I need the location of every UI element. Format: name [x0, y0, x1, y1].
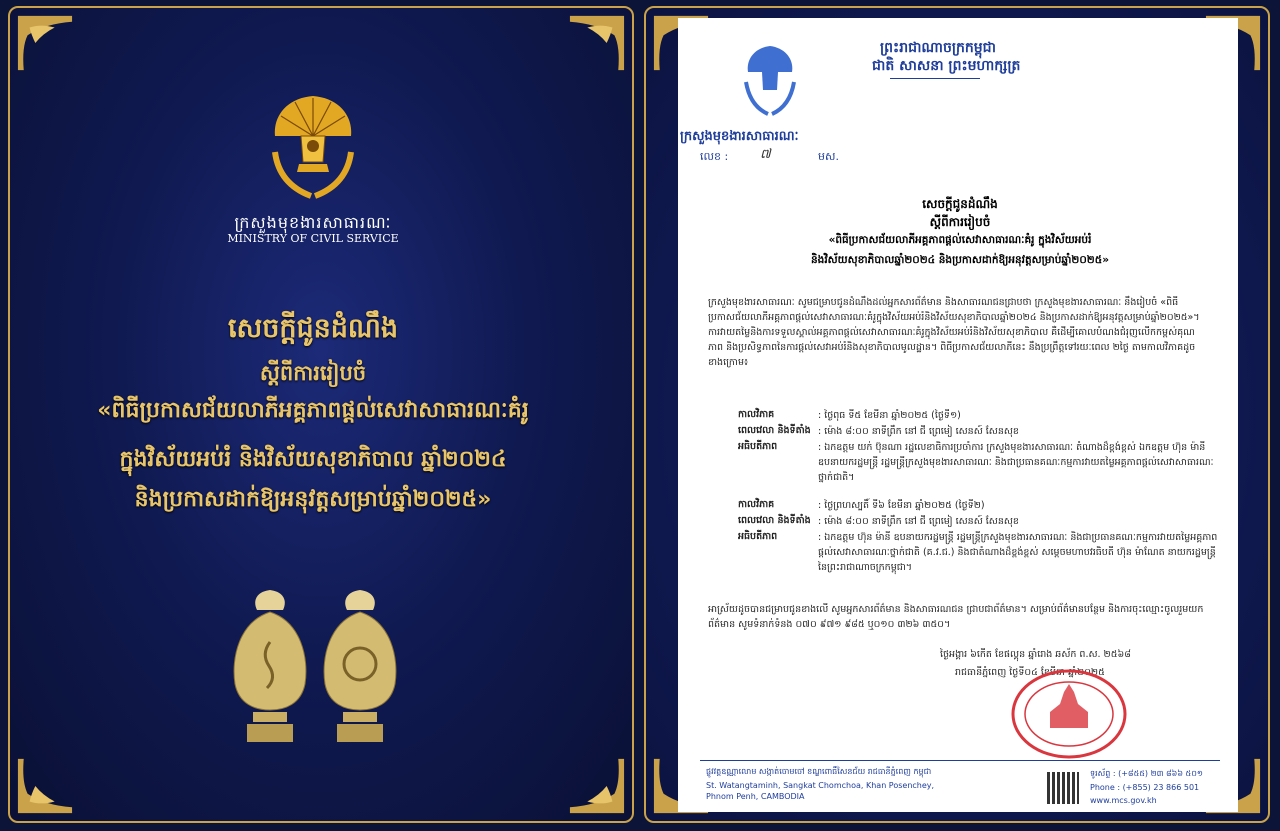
- footer-address-khmer: ផ្លូវវត្តឧណ្ណាលោម សង្កាត់ចោមចៅ ខណ្ឌពោធិ៍សែនជ័យ រាជធានីភ្នំពេញ កម្ពុជា: [706, 767, 932, 776]
- schedule-label: កាលវិភាគ: [738, 499, 775, 510]
- time-location-label: ពេលវេលា និងទីតាំង: [738, 515, 811, 526]
- corner-ornament-icon: [16, 14, 74, 72]
- corner-ornament-icon: [16, 757, 74, 815]
- kingdom-heading: ព្រះរាជាណាចក្រកម្ពុជា: [880, 40, 997, 56]
- trophy-education-icon: [315, 588, 405, 748]
- time-location-value: : ម៉ោង ៨:០០ នាទីព្រឹក នៅ ជី ព្រេមៀ សេនស៍ សែនសុខ: [818, 426, 1019, 437]
- qr-code[interactable]: [1047, 772, 1079, 804]
- reference-label: លេខ :: [700, 150, 729, 163]
- reference-number: ៧: [760, 147, 771, 162]
- document-event-line2: និងវិស័យសុខាភិបាលឆ្នាំ២០២៤ និងប្រកាសដាក់ឱ្យអនុវត្តសម្រាប់ឆ្នាំ២០២៥»: [811, 254, 1109, 266]
- lunar-date: ថ្ងៃអង្គារ ៦កើត ខែផល្គុន ឆ្នាំរោង ឆស័ក ព.ស. ២៥៦៨: [940, 649, 1131, 660]
- closing-paragraph: អាស្រ័យដូចបានជម្រាបជូនខាងលើ សូមអ្នកសារព័ត៌មាន និងសាធារណជន ជ្រាបជាព័ត៌មាន។ សម្រាប់ព័ត៌មានបន្ថែម និងការចុះឈ្មោះចូលរួមយកព័ត៌មាន សូមទំនាក់ទំនង ០៧០ ៩៧១ ៩៨៥ ឬ០១០ ៣២៦ ៣៥០។: [708, 604, 1204, 630]
- schedule-label: កាលវិភាគ: [738, 409, 775, 420]
- event-name-line3: និងប្រកាសដាក់ឱ្យអនុវត្តសម្រាប់ឆ្នាំ២០២៥»: [134, 487, 492, 512]
- footer-address-line1: St. Watangtaminh, Sangkat Chomchoa, Khan Posenchey,: [706, 781, 935, 790]
- chair-label: អធិបតីភាព: [738, 441, 778, 452]
- divider: [890, 78, 980, 79]
- ministry-emblem-icon: [740, 44, 800, 122]
- document-subtitle: ស្តីពីការរៀបចំ: [929, 215, 991, 229]
- footer-address-line2: Phnom Penh, CAMBODIA: [706, 792, 805, 801]
- document-title: សេចក្តីជូនដំណឹង: [922, 197, 998, 211]
- footer-phone-khmer: ទូរស័ព្ទ : (+៨៥៥) ២៣ ៨៦៦ ៥០១: [1090, 769, 1203, 778]
- national-motto: ជាតិ សាសនា ព្រះមហាក្សត្រ: [872, 58, 1021, 74]
- schedule-value: : ថ្ងៃព្រហស្បតិ៍ ទី៦ ខែមីនា ឆ្នាំ២០២៥ (ថ្ងៃទី២): [818, 500, 985, 511]
- footer-divider: [700, 760, 1220, 761]
- chair-value: : ឯកឧត្តម យក់ ប៊ុនណា រដ្ឋលេខាធិការប្រចាំការ ក្រសួងមុខងារសាធារណៈ តំណាងដ៏ខ្ពង់ខ្ពស់ ឯកឧត្តម ហ៊ុន ម៉ានី ឧបនាយករដ្ឋមន្ត្រី រដ្ឋមន្ត្រីក្រសួងមុខងារសាធារណៈ និងជាប្រធានគណៈកម្មការវាយតម្លៃអគ្គភាពផ្តល់សេវាសាធារណៈថ្នាក់ជាតិ។: [818, 442, 1214, 483]
- footer-website-link[interactable]: www.mcs.gov.kh: [1090, 796, 1157, 805]
- ministry-emblem-icon: [265, 92, 361, 212]
- time-location-label: ពេលវេលា និងទីតាំង: [738, 425, 811, 436]
- time-location-value: : ម៉ោង ៨:០០ នាទីព្រឹក នៅ ជី ព្រេមៀ សេនស៍ សែនសុខ: [818, 516, 1019, 527]
- trophy-health-icon: [225, 588, 315, 748]
- announcement-title: សេចក្តីជូនដំណឹង: [227, 313, 399, 344]
- corner-ornament-icon: [568, 757, 626, 815]
- chair-label: អធិបតីភាព: [738, 531, 778, 542]
- event-name-line1: «ពិធីប្រកាសជ័យលាភីអគ្គភាពផ្តល់សេវាសាធារណៈគំរូ: [97, 398, 529, 423]
- official-seal-stamp: [1010, 668, 1128, 760]
- reference-suffix: មស.: [818, 150, 839, 163]
- chair-value: : ឯកឧត្តម ហ៊ុន ម៉ានី ឧបនាយករដ្ឋមន្ត្រី រដ្ឋមន្ត្រីក្រសួងមុខងារសាធារណៈ និងជាប្រធានគណៈកម្មការវាយតម្លៃអគ្គភាពផ្តល់សេវាសាធារណៈថ្នាក់ជាតិ (គ.វ.ជ.) និងជាតំណាងដ៏ខ្ពង់ខ្ពស់ សម្តេចមហាបវរធិបតី ហ៊ុន ម៉ាណែត នាយករដ្ឋមន្ត្រី នៃព្រះរាជាណាចក្រកម្ពុជា។: [818, 532, 1218, 573]
- footer-phone: Phone : (+855) 23 866 501: [1090, 783, 1200, 792]
- schedule-value: : ថ្ងៃពុធ ទី៥ ខែមីនា ឆ្នាំ២០២៥ (ថ្ងៃទី១): [818, 410, 961, 421]
- ministry-name-khmer: ក្រសួងមុខងារសាធារណៈ: [234, 213, 392, 232]
- document-event-line1: «ពិធីប្រកាសជ័យលាភីអគ្គភាពផ្តល់សេវាសាធារណៈគំរូ ក្នុងវិស័យអប់រំ: [828, 234, 1092, 246]
- announcement-subtitle: ស្តីពីការរៀបចំ: [259, 361, 367, 385]
- corner-ornament-icon: [568, 14, 626, 72]
- document-ministry-name: ក្រសួងមុខងារសាធារណៈ: [680, 129, 799, 144]
- document-intro-paragraph: ក្រសួងមុខងារសាធារណៈ សូមជម្រាបជូនដំណឹងដល់អ្នកសារព័ត៌មាន និងសាធារណជនជ្រាបថា ក្រសួងមុខងារសាធារណៈ នឹងរៀបចំ «ពិធីប្រកាសជ័យលាភីអគ្គភាពផ្តល់សេវាសាធារណៈគំរូក្នុងវិស័យអប់រំនិងវិស័យសុខាភិបាលឆ្នាំ២០២៤ និងប្រកាសដាក់ឱ្យអនុវត្តសម្រាប់ឆ្នាំ២០២៥»។ ការវាយតម្លៃនិងការទទួលស្គាល់អគ្គភាពផ្តល់សេវាសាធារណៈគំរូក្នុងវិស័យអប់រំនិងវិស័យសុខាភិបាល គឺដើម្បីគោលបំណងជំរុញលើកកម្ពស់គុណភាព និងប្រសិទ្ធភាពនៃការផ្តល់សេវាអប់រំនិងសុខាភិបាលមូលដ្ឋាន។ ពិធីប្រកាសជ័យលាភីនេះ នឹងប្រព្រឹត្តទៅរយៈពេល ២ថ្ងៃ តាមកាលវិភាគដូចខាងក្រោម៖: [708, 297, 1200, 368]
- solar-date: រាជធានីភ្នំពេញ ថ្ងៃទី០៤ ខែមីនា ឆ្នាំ២០២៥: [955, 667, 1105, 678]
- ministry-name-english: MINISTRY OF CIVIL SERVICE: [227, 232, 399, 245]
- event-name-line2: ក្នុងវិស័យអប់រំ និងវិស័យសុខាភិបាល ឆ្នាំ២០២៤: [119, 447, 507, 472]
